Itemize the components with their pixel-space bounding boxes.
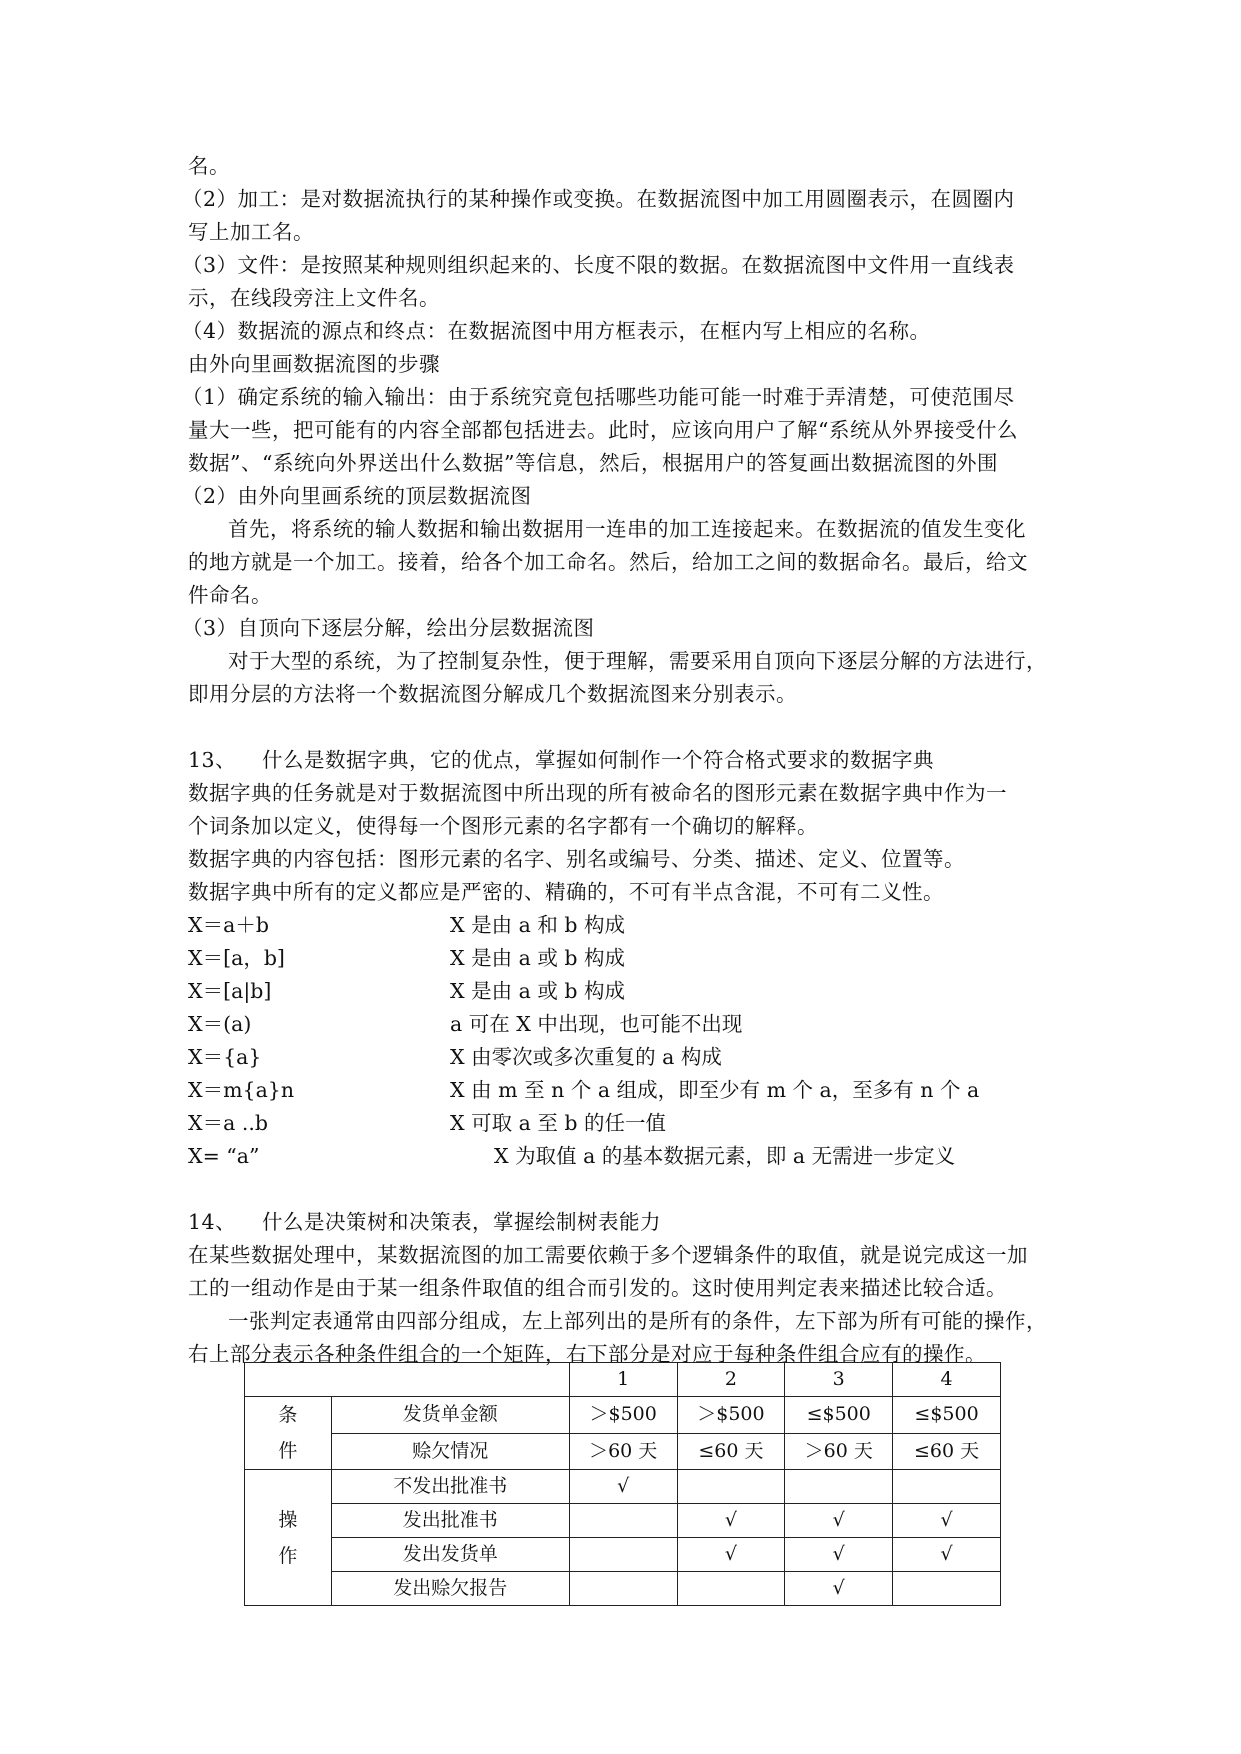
value-cell: [569, 1572, 677, 1606]
notation-meaning: X 可取 a 至 b 的任一值: [450, 1111, 667, 1135]
value-cell: ＞$500: [569, 1397, 677, 1434]
notation-row: [188, 975, 1058, 1008]
paragraph-line: （3）自顶向下逐层分解，绘出分层数据流图: [182, 616, 595, 640]
row-label-cell: 发出赊欠报告: [331, 1572, 569, 1606]
value-cell: √: [677, 1538, 785, 1572]
paragraph-line: 件命名。: [188, 583, 272, 607]
notation-formula: X= “a”: [188, 1144, 260, 1168]
section-13-text: [188, 777, 1058, 909]
paragraph-line: 在某些数据处理中，某数据流图的加工需要依赖于多个逻辑条件的取值，就是说完成这一加: [188, 1243, 1028, 1267]
notation-formula: X＝(a): [188, 1012, 252, 1036]
notation-formula: X＝{a}: [188, 1045, 262, 1069]
notation-row: [188, 909, 1058, 942]
row-label-cell: 不发出批准书: [331, 1470, 569, 1504]
value-cell: [569, 1504, 677, 1538]
value-cell: ≤60 天: [893, 1433, 1001, 1470]
paragraph-line: （4）数据流的源点和终点：在数据流图中用方框表示，在框内写上相应的名称。: [182, 319, 931, 343]
action-row: [245, 1504, 1001, 1538]
value-cell: √: [569, 1470, 677, 1504]
action-row: [245, 1572, 1001, 1606]
section-14-number: 14、: [188, 1210, 237, 1234]
paragraph-line: 右上部分表示各种条件组合的一个矩阵，右下部分是对应于每种条件组合应有的操作。: [188, 1342, 986, 1366]
notation-meaning: X 由零次或多次重复的 a 构成: [450, 1045, 722, 1069]
notation-meaning: X 是由 a 和 b 构成: [450, 913, 626, 937]
notation-formula: X＝m{a}n: [188, 1078, 295, 1102]
row-label-cell: 赊欠情况: [331, 1433, 569, 1470]
section-13-title: 什么是数据字典，它的优点，掌握如何制作一个符合格式要求的数据字典: [262, 748, 934, 772]
action-row: [245, 1470, 1001, 1504]
row-label-cell: 发货单金额: [331, 1397, 569, 1434]
table-header-row: [245, 1363, 1001, 1397]
notation-formula: X＝[a，b]: [188, 946, 285, 970]
notation-row: [188, 1140, 1058, 1173]
paragraph-line: 数据字典的任务就是对于数据流图中所出现的所有被命名的图形元素在数据字典中作为一: [188, 781, 1007, 805]
conditions-group-label: 条 件: [245, 1397, 332, 1470]
paragraph-line: 一张判定表通常由四部分组成，左上部列出的是所有的条件，左下部为所有可能的操作，: [228, 1309, 1047, 1333]
paragraph-line: （2）加工：是对数据流执行的某种操作或变换。在数据流图中加工用圆圈表示，在圆圈内: [182, 187, 1015, 211]
value-cell: [677, 1470, 785, 1504]
condition-row: [245, 1433, 1001, 1470]
notation-row: [188, 1107, 1058, 1140]
notation-formula: X＝a ..b: [188, 1111, 268, 1135]
actions-group-label: 操 作: [245, 1470, 332, 1606]
paragraph-line: 名。: [188, 154, 230, 178]
paragraph-line: （3）文件：是按照某种规则组织起来的、长度不限的数据。在数据流图中文件用一直线表: [182, 253, 1015, 277]
paragraph-line: 即用分层的方法将一个数据流图分解成几个数据流图来分别表示。: [188, 682, 797, 706]
row-label-cell: 发出发货单: [331, 1538, 569, 1572]
value-cell: √: [785, 1572, 893, 1606]
paragraph-line: 首先，将系统的输人数据和输出数据用一连串的加工连接起来。在数据流的值发生变化: [228, 517, 1026, 541]
value-cell: ≤$500: [893, 1397, 1001, 1434]
notation-meaning: X 由 m 至 n 个 a 组成，即至少有 m 个 a，至多有 n 个 a: [450, 1078, 980, 1102]
row-label-cell: 发出批准书: [331, 1504, 569, 1538]
paragraph-line: 数据字典中所有的定义都应是严密的、精确的，不可有半点含混，不可有二义性。: [188, 880, 944, 904]
notation-meaning: X 是由 a 或 b 构成: [450, 946, 626, 970]
value-cell: √: [893, 1538, 1001, 1572]
value-cell: [893, 1572, 1001, 1606]
section-13-heading: [188, 744, 1058, 777]
value-cell: ≤60 天: [677, 1433, 785, 1470]
notation-row: [188, 1074, 1058, 1107]
value-cell: [677, 1572, 785, 1606]
notation-row: [188, 1008, 1058, 1041]
value-cell: ≤$500: [785, 1397, 893, 1434]
document-body: [182, 150, 1058, 1371]
value-cell: [785, 1470, 893, 1504]
value-cell: [569, 1538, 677, 1572]
value-cell: ＞$500: [677, 1397, 785, 1434]
value-cell: √: [785, 1538, 893, 1572]
notation-meaning: a 可在 X 中出现，也可能不出现: [450, 1012, 743, 1036]
paragraph-line: 工的一组动作是由于某一组条件取值的组合而引发的。这时使用判定表来描述比较合适。: [188, 1276, 1007, 1300]
action-row: [245, 1538, 1001, 1572]
notation-row: [188, 1041, 1058, 1074]
section-13-number: 13、: [188, 748, 237, 772]
value-cell: √: [677, 1504, 785, 1538]
rule-number-cell: 3: [785, 1363, 893, 1397]
section-14-title: 什么是决策树和决策表，掌握绘制树表能力: [262, 1210, 661, 1234]
section-14-heading: [188, 1206, 1058, 1239]
paragraph-line: 示，在线段旁注上文件名。: [188, 286, 440, 310]
notation-formula: X＝a＋b: [188, 913, 269, 937]
dictionary-notation-list: [188, 909, 1058, 1173]
value-cell: [893, 1470, 1001, 1504]
paragraph-line: 量大一些，把可能有的内容全部都包括进去。此时，应该向用户了解“系统从外界接受什么: [188, 418, 1018, 442]
paragraph-line: 数据字典的内容包括：图形元素的名字、别名或编号、分类、描述、定义、位置等。: [188, 847, 965, 871]
section-14-text: [188, 1239, 1058, 1371]
paragraph-line: 由外向里画数据流图的步骤: [188, 352, 440, 376]
paragraph-line: 写上加工名。: [188, 220, 314, 244]
rule-number-cell: 1: [569, 1363, 677, 1397]
condition-row: [245, 1397, 1001, 1434]
paragraph-line: （1）确定系统的输入输出：由于系统究竟包括哪些功能可能一时难于弄清楚，可使范围尽: [182, 385, 1015, 409]
value-cell: ＞60 天: [569, 1433, 677, 1470]
paragraph-line: 对于大型的系统，为了控制复杂性，便于理解，需要采用自顶向下逐层分解的方法进行，: [228, 649, 1047, 673]
notation-meaning: X 是由 a 或 b 构成: [450, 979, 626, 1003]
rule-number-cell: 2: [677, 1363, 785, 1397]
notation-formula: X＝[a|b]: [188, 979, 272, 1003]
paragraph-line: （2）由外向里画系统的顶层数据流图: [182, 484, 532, 508]
value-cell: ＞60 天: [785, 1433, 893, 1470]
intro-paragraphs: [182, 150, 1058, 711]
decision-table: [244, 1362, 1001, 1606]
paragraph-line: 数据”、“系统向外界送出什么数据”等信息，然后，根据用户的答复画出数据流图的外围: [188, 451, 998, 475]
value-cell: √: [893, 1504, 1001, 1538]
value-cell: √: [785, 1504, 893, 1538]
table-corner-cell: [245, 1363, 570, 1397]
paragraph-line: 的地方就是一个加工。接着，给各个加工命名。然后，给加工之间的数据命名。最后，给文: [188, 550, 1028, 574]
rule-number-cell: 4: [893, 1363, 1001, 1397]
notation-row: [188, 942, 1058, 975]
paragraph-line: 个词条加以定义，使得每一个图形元素的名字都有一个确切的解释。: [188, 814, 818, 838]
notation-meaning: X 为取值 a 的基本数据元素，即 a 无需进一步定义: [494, 1144, 956, 1168]
